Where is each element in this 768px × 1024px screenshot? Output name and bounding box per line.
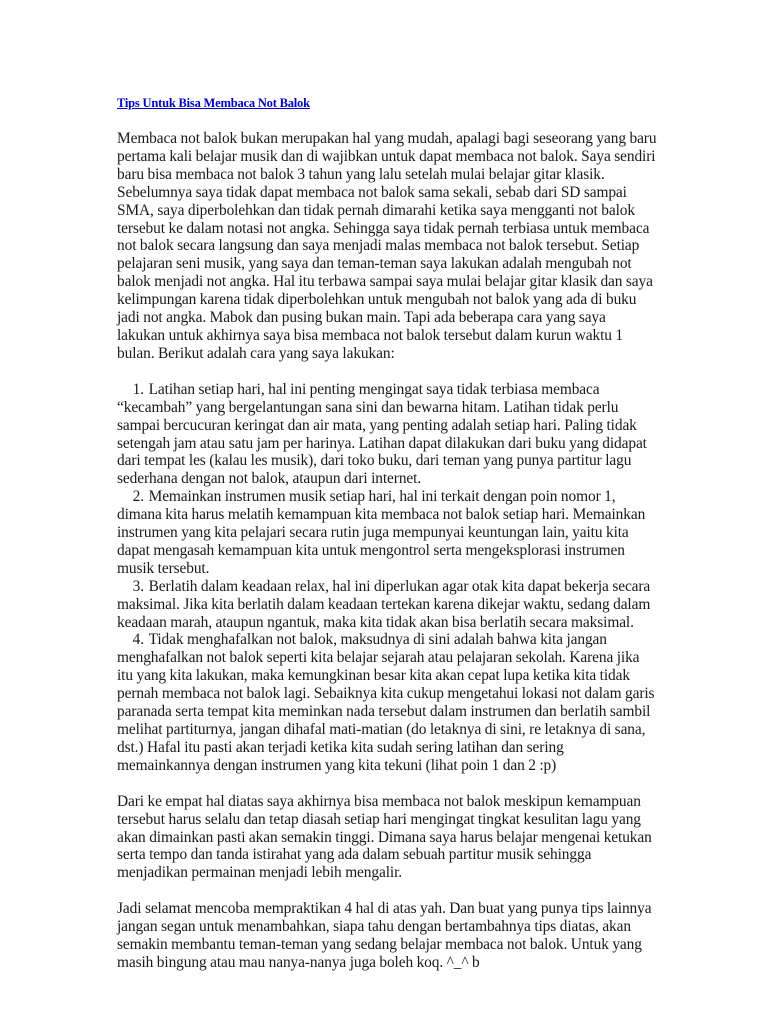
list-item-text: Memainkan instrumen musik setiap hari, hal ini terkait dengan poin nomor 1, dimana kita harus melatih kemampuan kita membaca not balok setiap hari. Memainkan instrumen yang kita pelajari secara rutin juga mempunyai keuntungan lain, yaitu kita dapat mengasah kemampuan kita untuk mengontrol serta mengeksplorasi instrumen musik tersebut. <box>117 488 646 577</box>
list-number: 3. <box>132 577 144 595</box>
closing-paragraph: Jadi selamat mencoba mempraktikan 4 hal di atas yah. Dan buat yang punya tips lainnya jangan segan untuk menambahkan, siapa tahu dengan bertambahnya tips diatas, akan semakin membantu teman-teman yang sedang belajar membaca not balok. Untuk yang masih bingung atau mau nanya-nanya juga boleh koq. ^_^ b <box>117 900 652 971</box>
list-item <box>117 631 657 774</box>
document-page <box>117 94 657 972</box>
tips-list <box>117 381 657 775</box>
list-number: 2. <box>132 488 144 506</box>
list-number: 4. <box>132 631 144 649</box>
list-item <box>117 381 657 488</box>
list-item-text: Berlatih dalam keadaan relax, hal ini diperlukan agar otak kita dapat bekerja secara maksimal. Jika kita berlatih dalam keadaan tertekan karena dikejar waktu, sedang dalam keadaan marah, ataupun ngantuk, maka kita tidak akan bisa berlatih secara maksimal. <box>117 577 651 631</box>
list-number: 1. <box>132 380 144 398</box>
list-item <box>117 488 657 578</box>
article-title-link[interactable]: Tips Untuk Bisa Membaca Not Balok <box>117 96 310 110</box>
conclusion-paragraph: Dari ke empat hal diatas saya akhirnya bisa membaca not balok meskipun kemampuan tersebut harus selalu dan tetap diasah setiap hari mengingat tingkat kesulitan lagu yang akan dimainkan pasti akan semakin tinggi. Dimana saya harus belajar mengenai ketukan serta tempo dan tanda istirahat yang ada dalam sebuah partitur musik sehingga menjadikan permainan menjadi lebih mengalir. <box>117 792 652 882</box>
intro-paragraph: Membaca not balok bukan merupakan hal yang mudah, apalagi bagi seseorang yang baru pertama kali belajar musik dan di wajibkan untuk dapat membaca not balok. Saya sendiri baru bisa membaca not balok 3 tahun yang lalu setelah mulai belajar gitar klasik. Sebelumnya saya tidak dapat membaca not balok sama sekali, sebab dari SD sampai SMA, saya diperbolehkan dan tidak pernah dimarahi ketika saya mengganti not balok tersebut ke dalam notasi not angka. Sehingga saya tidak pernah terbiasa untuk membaca not balok secara langsung dan saya menjadi malas membaca not balok tersebut. Setiap pelajaran seni musik, yang saya dan teman-teman saya lakukan adalah mengubah not balok menjadi not angka. Hal itu terbawa sampai saya mulai belajar gitar klasik dan saya kelimpungan karena tidak diperbolehkan untuk mengubah not balok yang ada di buku jadi not angka. Mabok dan pusing bukan main. Tapi ada beberapa cara yang saya lakukan untuk akhirnya saya bisa membaca not balok tersebut dalam kurun waktu 1 bulan. Berikut adalah cara yang saya lakukan: <box>117 130 657 362</box>
list-item <box>117 578 657 632</box>
list-item-text: Tidak menghafalkan not balok, maksudnya di sini adalah bahwa kita jangan menghafalkan not balok seperti kita belajar sejarah atau pelajaran sekolah. Karena jika itu yang kita lakukan, maka kemungkinan besar kita akan cepat lupa ketika kita tidak pernah membaca not balok lagi. Sebaiknya kita cukup mengetahui lokasi not dalam garis paranada serta tempat kita meminkan nada tersebut dalam instrumen dan berlatih sambil melihat partiturnya, jangan dihafal mati-matian (do letaknya di sini, re letaknya di sana, dst.) Hafal itu pasti akan terjadi ketika kita sudah sering latihan dan sering memainkannya dengan instrumen yang kita tekuni (lihat poin 1 dan 2 :p) <box>117 631 655 774</box>
list-item-text: Latihan setiap hari, hal ini penting mengingat saya tidak terbiasa membaca “kecambah” yang bergelantungan sana sini dan bewarna hitam. Latihan tidak perlu sampai bercucuran keringat dan air mata, yang penting adalah setiap hari. Paling tidak setengah jam atau satu jam per harinya. Latihan dapat dilakukan dari buku yang didapat dari tempat les (kalau les musik), dari toko buku, dari teman yang punya partitur lagu sederhana dengan not balok, ataupun dari internet. <box>117 380 647 488</box>
